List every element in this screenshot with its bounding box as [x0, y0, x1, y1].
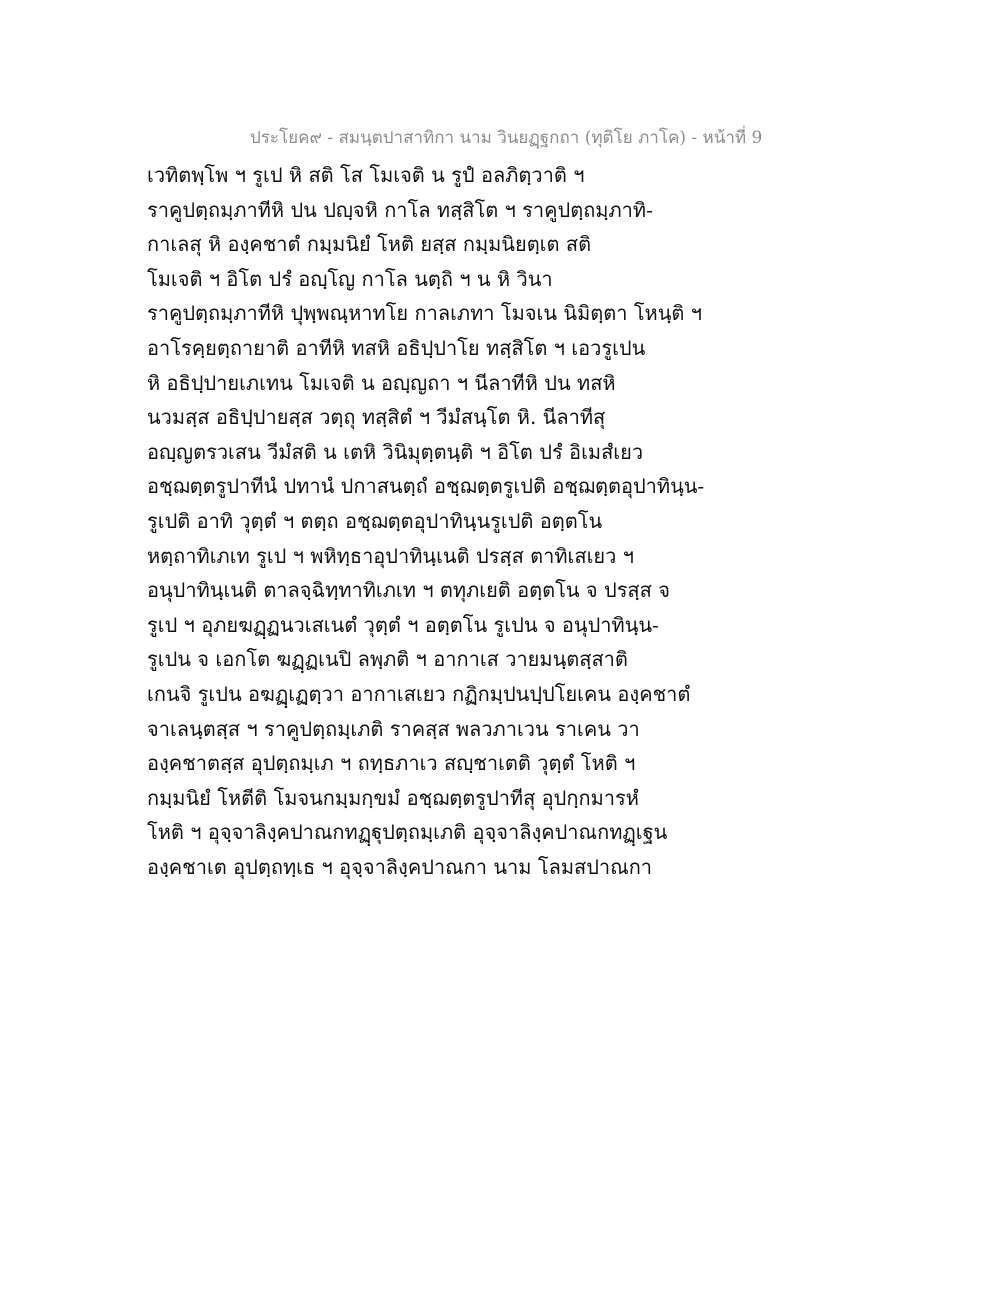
text-line: อนุปาทินฺเนติ ตาลจฺฉิทฺทาทิเภเท ฯ ตทุภเยติ อตฺตโน จ ปรสฺส จ — [147, 578, 670, 603]
body-text — [147, 158, 767, 884]
text-line: หิ อธิปฺปายเภเทน โมเจติ น อญฺญถา ฯ นีลาทีหิ ปน ทสหิ — [147, 370, 616, 395]
text-line: อาโรคฺยตฺถายาติ อาทีหิ ทสหิ อธิปฺปาโย ทสฺสิโต ฯ เอวรูเปน — [147, 335, 646, 360]
text-line: โหติ ฯ อุจฺจาลิงฺคปาณกทฏฺฐุปตฺถมฺเภติ อุจฺจาลิงฺคปาณกทฏฺเฐน — [147, 820, 668, 845]
text-line: จาเลนฺตสฺส ฯ ราคูปตฺถมฺเภติ ราคสฺส พลวภาเวน ราเคน วา — [147, 716, 640, 741]
text-line: รูเปติ อาทิ วุตฺตํ ฯ ตตฺถ อชฺฌตฺตอุปาทินฺนรูเปติ อตฺตโน — [147, 508, 603, 533]
text-line: กมฺมนิยํ โหตีติ โมจนกมฺมกฺขมํ อชฺฌตฺตรูปาทีสุ อุปกฺกมารหํ — [147, 785, 639, 810]
text-line: โมเจติ ฯ อิโต ปรํ อญฺโญ กาโล นตฺถิ ฯ น หิ วินา — [147, 266, 553, 291]
text-line: องฺคชาตสฺส อุปตฺถมฺเภ ฯ ถทฺธภาเว สญฺชาเตติ วุตฺตํ โหติ ฯ — [147, 751, 636, 776]
text-line: รูเปน จ เอกโต ฆฏฺฏเนปิ ลพฺภติ ฯ อากาเส วายมนฺตสฺสาติ — [147, 647, 628, 672]
text-line: เวทิตพฺโพ ฯ รูเป หิ สติ โส โมเจติ น รูปํ อลภิตฺวาติ ฯ — [147, 163, 585, 187]
text-line: องฺคชาเต อุปตฺถทฺเธ ฯ อุจฺจาลิงฺคปาณกา นาม โลมสปาณกา — [147, 854, 653, 879]
text-line: อญฺญตรวเสน วีมํสติ น เตหิ วินิมุตฺตนฺติ ฯ อิโต ปรํ อิเมสํเยว — [147, 439, 644, 464]
text-line: อชฺฌตฺตรูปาทีนํ ปทานํ ปกาสนตฺถํ อชฺฌตฺตรูเปติ อชฺฌตฺตอุปาทินฺน- — [147, 474, 705, 499]
text-line: นวมสฺส อธิปฺปายสฺส วตฺถุ ทสฺสิตํ ฯ วีมํสนฺโต หิ. นีลาทีสุ — [147, 405, 606, 430]
text-line: กาเลสุ หิ องฺคชาตํ กมฺมนิยํ โหติ ยสฺส กมฺมนิยตฺเต สติ — [147, 232, 592, 257]
text-line: หตฺถาทิเภเท รูเป ฯ พหิทฺธาอุปาทินฺเนติ ปรสฺส ตาทิเสเยว ฯ — [147, 543, 634, 568]
text-line: เกนจิ รูเปน อฆฏฺเฏตฺวา อากาเสเยว กฏิกมฺปนปฺปโยเคน องฺคชาตํ — [147, 681, 691, 706]
text-line: ราคูปตฺถมฺภาทีหิ ปุพฺพณฺหาทโย กาลเภทา โมจเน นิมิตฺตา โหนฺติ ฯ — [147, 301, 702, 326]
text-line: รูเป ฯ อุภยฆฏฺฏนวเสเนตํ วุตฺตํ ฯ อตฺตโน รูเปน จ อนุปาทินฺน- — [147, 612, 659, 637]
text-line: ราคูปตฺถมฺภาทีหิ ปน ปญฺจหิ กาโล ทสฺสิโต ฯ ราคูปตฺถมฺภาทิ- — [147, 197, 653, 222]
page-header: ประโยค๙ - สมนฺตปาสาทิกา นาม วินยฏฺฐกถา (ทุติโย ภาโค) - หน้าที่ 9 — [250, 128, 763, 148]
